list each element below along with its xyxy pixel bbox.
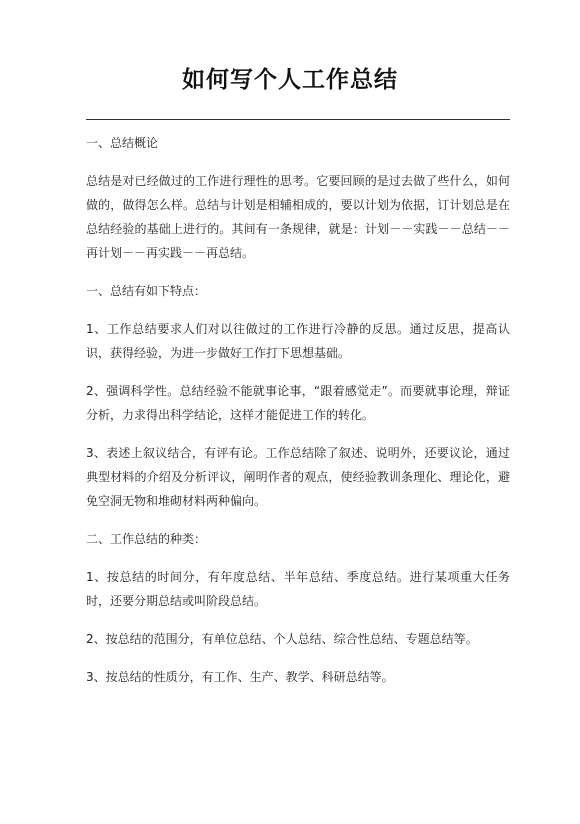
section-heading: 二、工作总结的种类： <box>86 532 207 546</box>
section-heading: 一、总结概论 <box>86 136 159 150</box>
paragraph: 1、工作总结要求人们对以往做过的工作进行冷静的反思。通过反思，提高认识，获得经验，为进一步做好工作打下思想基础。 <box>86 322 510 360</box>
paragraph: 2、按总结的范围分，有单位总结、个人总结、综合性总结、专题总结等。 <box>86 632 478 646</box>
paragraph: 3、表述上叙议结合，有评有论。工作总结除了叙述、说明外，还要议论，通过典型材料的介绍及分析评议，阐明作者的观点，使经验教训条理化、理论化，避免空洞无物和堆砌材料两种偏向。 <box>86 446 510 508</box>
paragraph: 2、强调科学性。总结经验不能就事论事，“跟着感觉走”。而要就事论理，辩证分析，力求得出科学结论，这样才能促进工作的转化。 <box>86 384 510 422</box>
document-title: 如何写个人工作总结 <box>182 66 398 93</box>
paragraph: 3、按总结的性质分，有工作、生产、教学、科研总结等。 <box>86 670 394 684</box>
paragraph: 1、按总结的时间分，有年度总结、半年总结、季度总结。进行某项重大任务时，还要分期总结或叫阶段总结。 <box>86 570 510 608</box>
paragraph: 总结是对已经做过的工作进行理性的思考。它要回顾的是过去做了些什么，如何做的，做得怎么样。总结与计划是相辅相成的，要以计划为依据，订计划总是在总结经验的基础上进行的。其间有一条规律，就是：计划－－实践－－总结－－再计划－－再实践－－再总结。 <box>86 174 510 260</box>
document-body <box>86 131 510 703</box>
section-heading: 一、总结有如下特点： <box>86 284 207 298</box>
title-divider <box>86 119 510 120</box>
